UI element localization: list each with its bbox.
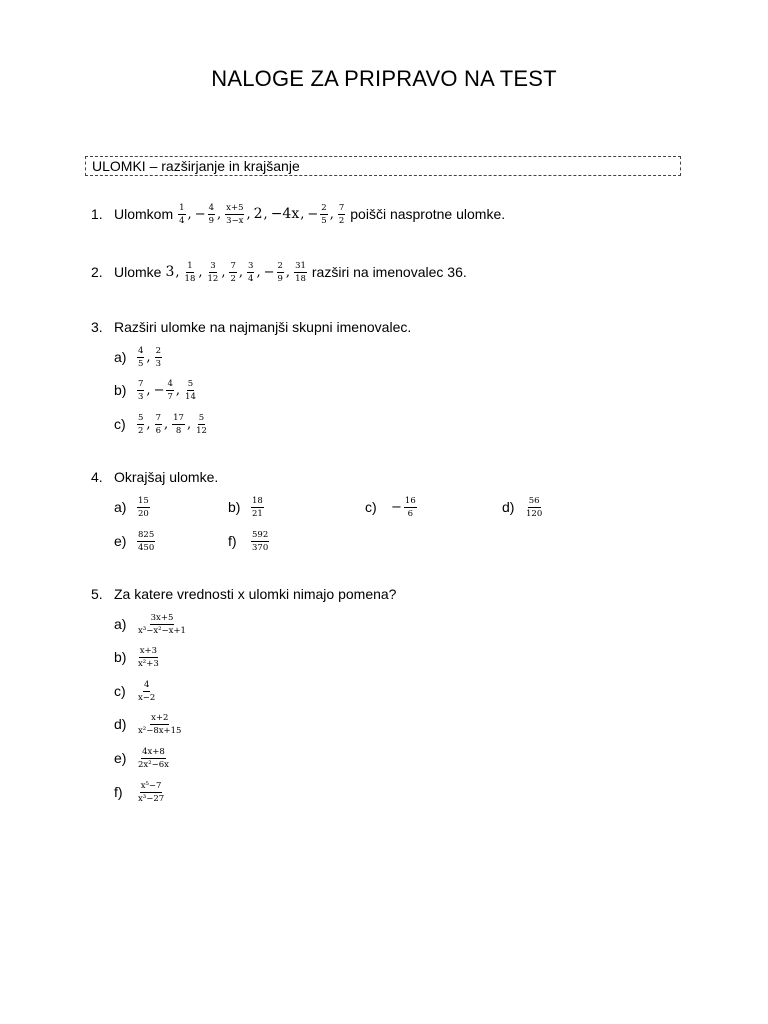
fraction <box>172 413 185 436</box>
math-term <box>271 205 300 221</box>
comma: , <box>256 264 261 280</box>
math-term <box>154 345 163 369</box>
sub-item <box>114 778 166 806</box>
numerator: x+3 <box>139 645 158 656</box>
numerator: 56 <box>528 495 540 506</box>
sub-label: b) <box>228 499 241 515</box>
task-number: 5. <box>91 586 103 602</box>
fraction <box>251 530 269 553</box>
comma: , <box>175 382 181 398</box>
comma: , <box>263 206 268 222</box>
math-value: −4x <box>270 205 300 222</box>
minus-sign: − <box>194 206 206 222</box>
sub-item <box>114 343 163 371</box>
sub-item <box>114 710 183 738</box>
task-3-text: Razširi ulomke na najmanjši skupni imenovalec. <box>114 319 412 335</box>
task-5-text: Za katere vrednosti x ulomki nimajo pomena? <box>114 586 397 602</box>
fraction <box>320 203 327 226</box>
math-term <box>136 412 145 436</box>
fraction <box>184 379 197 402</box>
fraction <box>137 747 170 770</box>
math-term <box>224 202 245 226</box>
denominator: x³−x²−x+1 <box>138 625 186 636</box>
sub-item <box>114 744 171 772</box>
fraction <box>207 261 220 284</box>
numerator: x+2 <box>151 712 169 723</box>
numerator: 4 <box>167 378 173 389</box>
math-term <box>165 263 174 279</box>
math-term <box>194 202 216 226</box>
denominator: x−2 <box>138 692 156 703</box>
sub-item <box>365 493 418 521</box>
numerator: 1 <box>187 260 193 271</box>
sub-label: b) <box>114 382 127 398</box>
sub-label: e) <box>114 533 127 549</box>
numerator: 4 <box>143 679 150 690</box>
numerator: 4 <box>208 202 215 213</box>
comma: , <box>163 416 169 432</box>
sub-label: c) <box>114 416 126 432</box>
denominator: 9 <box>277 273 283 284</box>
math-term <box>154 412 163 436</box>
denominator: 18 <box>295 273 306 284</box>
fraction <box>525 496 543 519</box>
fraction <box>155 346 162 369</box>
math-term <box>177 202 186 226</box>
fraction <box>155 413 162 436</box>
numerator: 17 <box>173 412 184 423</box>
denominator: 9 <box>208 215 215 226</box>
fraction <box>178 203 185 226</box>
comma: , <box>198 264 203 280</box>
denominator: 5 <box>321 215 327 226</box>
minus-sign: − <box>307 206 319 222</box>
comma: , <box>329 206 334 222</box>
section-heading: ULOMKI – razširjanje in krajšanje <box>85 156 681 176</box>
denominator: 2x²−6x <box>138 759 169 770</box>
math-term <box>183 260 198 284</box>
sub-math <box>136 379 198 402</box>
comma: , <box>186 416 192 432</box>
sub-math <box>136 413 209 436</box>
math-term <box>183 378 198 402</box>
denominator: 18 <box>184 273 196 284</box>
sub-label: a) <box>114 499 127 515</box>
page-title: NALOGE ZA PRIPRAVO NA TEST <box>211 66 557 91</box>
comma: , <box>146 416 151 432</box>
task-3 <box>91 313 411 341</box>
denominator: 3−x <box>226 215 244 226</box>
task-1 <box>91 200 505 228</box>
denominator: 2 <box>138 425 144 436</box>
sub-label: f) <box>228 533 237 549</box>
math-term <box>171 412 186 436</box>
minus-sign: − <box>153 382 165 398</box>
denominator: 3 <box>155 358 161 369</box>
comma: , <box>217 206 222 222</box>
math-term <box>337 202 346 226</box>
fraction <box>137 379 144 402</box>
sub-item <box>114 677 157 705</box>
numerator: x+5 <box>226 202 244 213</box>
denominator: 8 <box>175 425 182 436</box>
sub-item <box>114 493 151 521</box>
numerator: 31 <box>295 260 306 271</box>
sub-label: b) <box>114 649 127 665</box>
numerator: 4 <box>138 345 144 356</box>
denominator: 6 <box>407 508 414 519</box>
denominator: 20 <box>138 508 149 519</box>
numerator: 3x+5 <box>150 612 174 623</box>
fraction <box>166 379 173 402</box>
denominator: x³−27 <box>138 793 165 804</box>
fraction <box>277 261 284 284</box>
math-term <box>254 205 263 221</box>
numerator: 16 <box>404 495 416 506</box>
task-2-math <box>165 261 307 284</box>
fraction <box>229 261 236 284</box>
sub-item <box>114 610 188 638</box>
math-term <box>206 260 221 284</box>
sub-item <box>502 493 544 521</box>
denominator: 2 <box>338 215 345 226</box>
comma: , <box>146 349 151 365</box>
comma: , <box>175 264 180 280</box>
numerator: 5 <box>198 412 205 423</box>
sub-label: c) <box>114 683 126 699</box>
math-term <box>136 378 145 402</box>
task-1-math <box>177 203 346 226</box>
denominator: 370 <box>252 542 269 553</box>
denominator: 21 <box>252 508 263 519</box>
denominator: x²+3 <box>138 658 159 669</box>
fraction <box>137 680 156 703</box>
sub-item <box>114 410 209 438</box>
denominator: 2 <box>230 273 236 284</box>
sub-item <box>114 376 198 404</box>
numerator: 825 <box>138 529 155 540</box>
sub-label: d) <box>114 716 127 732</box>
fraction <box>208 203 215 226</box>
comma: , <box>300 206 305 222</box>
denominator: 3 <box>138 391 144 402</box>
sub-item <box>228 527 270 555</box>
numerator: 7 <box>230 260 236 271</box>
numerator: 7 <box>338 202 345 213</box>
task-4 <box>91 463 218 491</box>
numerator: 7 <box>155 412 161 423</box>
numerator: 592 <box>252 529 269 540</box>
task-2-post: razširi na imenovalec 36. <box>311 264 467 280</box>
fraction <box>137 530 155 553</box>
comma: , <box>246 206 251 222</box>
fraction <box>137 413 144 436</box>
fraction <box>137 346 144 369</box>
numerator: 5 <box>187 378 194 389</box>
math-term <box>194 412 209 436</box>
fraction <box>247 261 254 284</box>
denominator: 450 <box>138 542 155 553</box>
denominator: 6 <box>155 425 161 436</box>
fraction <box>137 646 160 669</box>
fraction <box>251 496 264 519</box>
sub-math <box>136 346 163 369</box>
sub-item <box>114 643 161 671</box>
numerator: 3 <box>248 260 254 271</box>
sub-label: c) <box>365 499 377 515</box>
math-value: 3 <box>165 263 175 280</box>
fraction <box>184 261 197 284</box>
denominator: 7 <box>167 391 173 402</box>
sub-label: e) <box>114 750 127 766</box>
math-term <box>136 345 145 369</box>
minus-sign: − <box>263 264 275 280</box>
fraction <box>137 713 182 736</box>
denominator: 5 <box>138 358 144 369</box>
fraction <box>137 496 150 519</box>
task-number: 2. <box>91 264 103 280</box>
minus-sign: − <box>391 499 402 515</box>
task-2-pre: Ulomke <box>114 264 162 280</box>
math-term <box>153 378 175 402</box>
denominator: 4 <box>248 273 254 284</box>
sub-label: a) <box>114 349 127 365</box>
comma: , <box>187 206 192 222</box>
numerator: x⁵−7 <box>140 780 162 791</box>
numerator: 3 <box>210 260 216 271</box>
task-4-text: Okrajšaj ulomke. <box>114 469 219 485</box>
fraction <box>225 203 244 226</box>
denominator: 14 <box>185 391 196 402</box>
denominator: x²−8x+15 <box>138 725 182 736</box>
denominator: 12 <box>196 425 207 436</box>
fraction <box>338 203 345 226</box>
numerator: 1 <box>179 202 185 213</box>
fraction <box>294 261 307 284</box>
fraction <box>137 613 187 636</box>
math-term <box>228 260 237 284</box>
comma: , <box>238 264 244 280</box>
math-term <box>293 260 308 284</box>
numerator: 7 <box>138 378 144 389</box>
sub-item <box>228 493 265 521</box>
task-5 <box>91 580 396 608</box>
numerator: 2 <box>321 202 327 213</box>
fraction <box>404 496 417 519</box>
numerator: 18 <box>252 495 263 506</box>
task-number: 4. <box>91 469 103 485</box>
task-number: 3. <box>91 319 103 335</box>
denominator: 12 <box>207 273 219 284</box>
sub-label: f) <box>114 784 123 800</box>
numerator: 2 <box>155 345 161 356</box>
math-term <box>307 202 328 226</box>
math-term <box>246 260 255 284</box>
sub-label: a) <box>114 616 127 632</box>
numerator: 4x+8 <box>142 746 165 757</box>
task-number: 1. <box>91 206 103 222</box>
comma: , <box>221 264 226 280</box>
denominator: 120 <box>526 508 543 519</box>
sub-label: d) <box>502 499 515 515</box>
comma: , <box>285 264 291 280</box>
task-1-pre: Ulomkom <box>114 206 174 222</box>
task-1-post: poišči nasprotne ulomke. <box>350 206 506 222</box>
math-value: 2 <box>253 205 263 222</box>
fraction <box>195 413 208 436</box>
denominator: 4 <box>179 215 185 226</box>
numerator: 15 <box>138 495 149 506</box>
math-term <box>263 260 285 284</box>
fraction <box>137 781 165 804</box>
numerator: 5 <box>138 412 144 423</box>
task-2 <box>91 258 467 286</box>
sub-item <box>114 527 156 555</box>
numerator: 2 <box>277 260 283 271</box>
comma: , <box>146 382 151 398</box>
